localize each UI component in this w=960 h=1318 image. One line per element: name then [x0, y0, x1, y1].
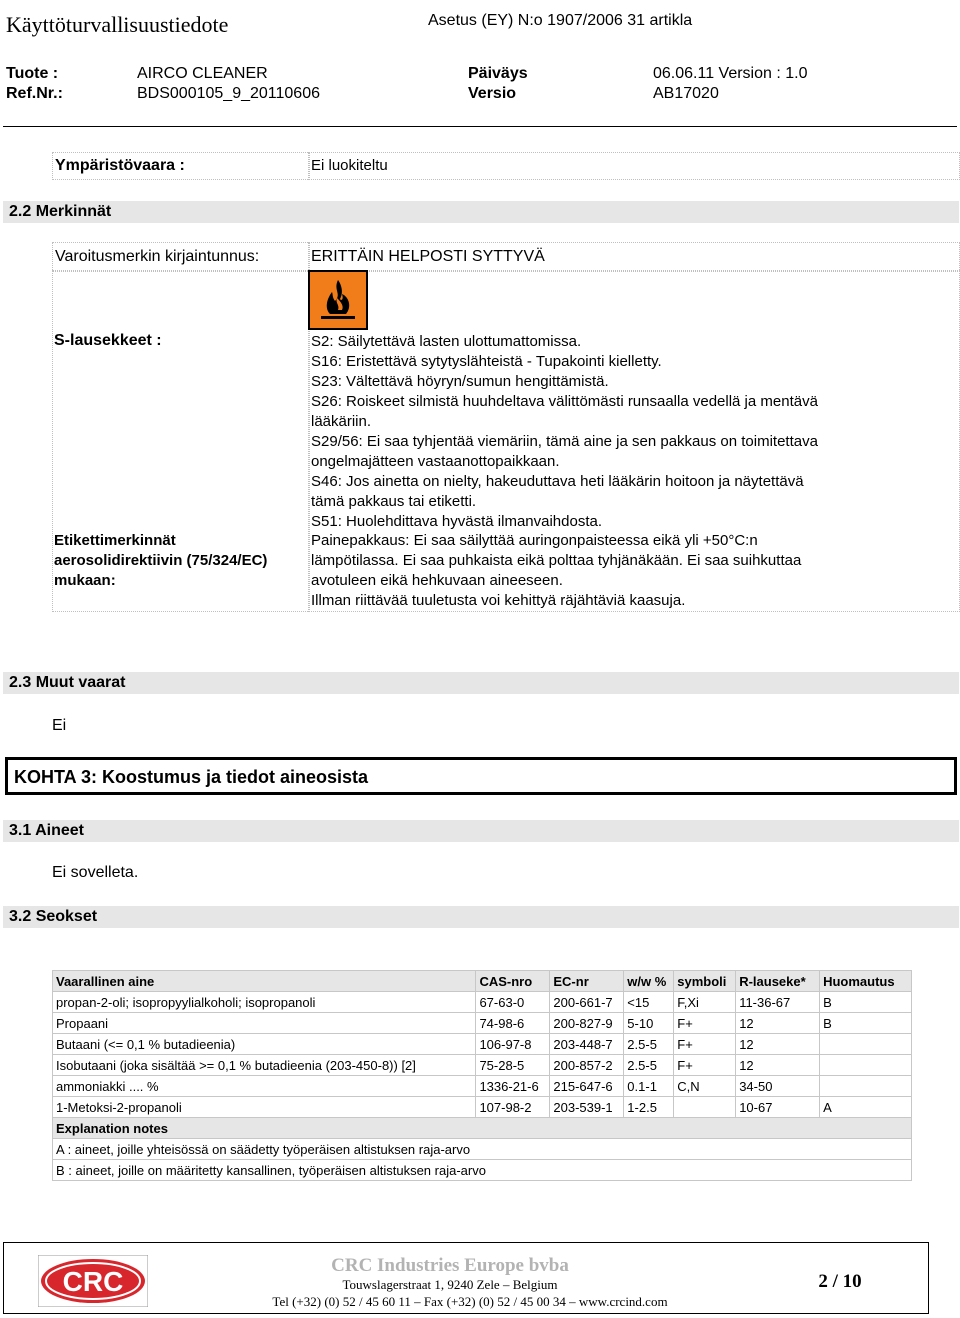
table-cell: [820, 1034, 912, 1055]
table-cell: F+: [674, 1055, 736, 1076]
table-row: [53, 992, 912, 1013]
table-cell: 203-448-7: [550, 1034, 624, 1055]
table-cell: 1336-21-6: [476, 1076, 550, 1097]
s-phrase-line: ongelmajätteen vastaanottopaikkaan.: [311, 453, 560, 470]
table-cell: [820, 1055, 912, 1076]
aerosol-line: Illman riittävää tuuletusta voi kehittyä räjähtäviä kaasuja.: [311, 592, 686, 609]
env-label-cell: [52, 152, 310, 180]
s-phrases-list: [311, 332, 951, 532]
date-value: 06.06.11 Version : 1.0: [653, 65, 808, 82]
table-row: [53, 1034, 912, 1055]
document-title: Käyttöturvallisuustiedote: [6, 12, 229, 37]
table-cell: [820, 1076, 912, 1097]
s-phrase-line: S51: Huolehdittava hyvästä ilmanvaihdosta.: [311, 513, 603, 530]
version-label: Versio: [468, 85, 517, 102]
signal-label-cell: [52, 242, 310, 272]
table-cell: 200-857-2: [550, 1055, 624, 1076]
table-cell: 203-539-1: [550, 1097, 624, 1118]
table-cell: Butaani (<= 0,1 % butadieenia): [53, 1034, 476, 1055]
s-phrase-line: S46: Jos ainetta on nielty, hakeuduttava heti lääkärin hoitoon ja näytettävä: [311, 473, 804, 490]
table-cell: 5-10: [624, 1013, 674, 1034]
section-3-title: KOHTA 3: Koostumus ja tiedot aineosista: [5, 757, 957, 795]
flame-icon: [308, 270, 368, 330]
note-text: B : aineet, joille on määritetty kansallinen, työperäisen altistuksen raja-arvo: [53, 1160, 912, 1181]
page-number: 2 / 10: [818, 1271, 862, 1292]
section-3-1-heading: 3.1 Aineet: [3, 820, 959, 842]
table-cell: 12: [736, 1013, 820, 1034]
table-cell: B: [820, 1013, 912, 1034]
s-phrase-line: S2: Säilytettävä lasten ulottumattomissa.: [311, 333, 582, 350]
table-row: [53, 1055, 912, 1076]
notes-heading: Explanation notes: [53, 1118, 912, 1139]
table-cell: <15: [624, 992, 674, 1013]
table-header-row: [53, 971, 912, 992]
table-cell: 11-36-67: [736, 992, 820, 1013]
aerosol-line: Painepakkaus: Ei saa säilyttää auringonpaisteessa eikä yli +50°C:n: [311, 532, 758, 549]
ref-value: BDS000105_9_20110606: [137, 85, 320, 102]
section-3-2-heading: 3.2 Seokset: [3, 906, 959, 928]
notes-row: [53, 1160, 912, 1181]
product-label: Tuote :: [6, 65, 59, 82]
table-cell: 0.1-1: [624, 1076, 674, 1097]
crc-logo-icon: [38, 1255, 148, 1307]
table-cell: 74-98-6: [476, 1013, 550, 1034]
notes-row: [53, 1139, 912, 1160]
table-cell: 10-67: [736, 1097, 820, 1118]
table-cell: B: [820, 992, 912, 1013]
mixture-table: [52, 970, 912, 1181]
s-phrase-line: lääkäriin.: [311, 413, 372, 430]
section-2-2-heading: 2.2 Merkinnät: [3, 201, 959, 223]
aerosol-text: [311, 531, 951, 611]
table-row: [53, 1013, 912, 1034]
aerosol-line: lämpötilassa. Ei saa puhkaista eikä polttaa tyhjänäkään. Ei saa suihkuttaa: [311, 552, 802, 569]
aerosol-label-line: aerosolidirektiivin (75/324/EC): [54, 552, 268, 569]
column-header: R-lauseke*: [736, 971, 820, 992]
table-cell: 2.5-5: [624, 1034, 674, 1055]
table-cell: 106-97-8: [476, 1034, 550, 1055]
crc-logo: [38, 1255, 148, 1307]
table-cell: 12: [736, 1055, 820, 1076]
env-value: Ei luokiteltu: [311, 157, 388, 174]
s-phrase-line: tämä pakkaus tai etiketti.: [311, 493, 477, 510]
aerosol-line: avotuleen eikä hehkuvaan aineeseen.: [311, 572, 563, 589]
date-label: Päiväys: [468, 65, 528, 82]
table-cell: 75-28-5: [476, 1055, 550, 1076]
column-header: Huomautus: [820, 971, 912, 992]
table-cell: 200-661-7: [550, 992, 624, 1013]
company-name: CRC Industries Europe bvba: [331, 1255, 569, 1276]
ref-label: Ref.Nr.:: [6, 85, 63, 102]
other-hazards-value: Ei: [52, 717, 67, 734]
table-cell: F+: [674, 1034, 736, 1055]
signal-label: Varoitusmerkin kirjaintunnus:: [55, 248, 260, 265]
table-cell: F+: [674, 1013, 736, 1034]
table-cell: F,Xi: [674, 992, 736, 1013]
table-cell: Propaani: [53, 1013, 476, 1034]
s-phrase-line: S29/56: Ei saa tyhjentää viemäriin, tämä aine ja sen pakkaus on toimitettava: [311, 433, 818, 450]
table-cell: [674, 1097, 736, 1118]
table-cell: A: [820, 1097, 912, 1118]
table-row: [53, 1076, 912, 1097]
table-cell: C,N: [674, 1076, 736, 1097]
company-contact: Tel (+32) (0) 52 / 45 60 11 – Fax (+32) (0) 52 / 45 00 34 – www.crcind.com: [272, 1294, 668, 1309]
table-cell: 1-2.5: [624, 1097, 674, 1118]
table-cell: 215-647-6: [550, 1076, 624, 1097]
notes-header-row: [53, 1118, 912, 1139]
column-header: symboli: [674, 971, 736, 992]
s-phrase-line: S16: Eristettävä sytytyslähteistä - Tupakointi kielletty.: [311, 353, 662, 370]
signal-value: ERITTÄIN HELPOSTI SYTTYVÄ: [311, 248, 545, 265]
table-cell: 1-Metoksi-2-propanoli: [53, 1097, 476, 1118]
column-header: EC-nr: [550, 971, 624, 992]
regulation-reference: Asetus (EY) N:o 1907/2006 31 artikla: [428, 12, 693, 29]
product-value: AIRCO CLEANER: [137, 65, 268, 82]
table-cell: 107-98-2: [476, 1097, 550, 1118]
substances-value: Ei sovelleta.: [52, 864, 139, 881]
table-cell: 12: [736, 1034, 820, 1055]
table-cell: 200-827-9: [550, 1013, 624, 1034]
table-cell: Isobutaani (joka sisältää >= 0,1 % butadieenia (203-450-8)) [2]: [53, 1055, 476, 1076]
table-cell: 34-50: [736, 1076, 820, 1097]
env-label: Ympäristövaara :: [55, 157, 185, 174]
table-cell: 2.5-5: [624, 1055, 674, 1076]
env-value-cell: [308, 152, 960, 180]
svg-text:CRC: CRC: [62, 1266, 124, 1297]
s-phrases-label: S-lausekkeet :: [54, 332, 162, 349]
note-text: A : aineet, joille yhteisössä on säädetty työperäisen altistuksen raja-arvo: [53, 1139, 912, 1160]
aerosol-label-line: Etikettimerkinnät: [54, 532, 176, 549]
aerosol-label: [54, 531, 267, 591]
column-header: CAS-nro: [476, 971, 550, 992]
section-2-3-heading: 2.3 Muut vaarat: [3, 672, 959, 694]
column-header: w/w %: [624, 971, 674, 992]
table-cell: propan-2-oli; isopropyylialkoholi; isopropanoli: [53, 992, 476, 1013]
s-phrase-line: S26: Roiskeet silmistä huuhdeltava välittömästi runsaalla vedellä ja mentävä: [311, 393, 818, 410]
column-header: Vaarallinen aine: [53, 971, 476, 992]
company-address: Touwslagerstraat 1, 9240 Zele – Belgium: [342, 1277, 558, 1292]
version-value: AB17020: [653, 85, 719, 102]
signal-value-cell: [308, 242, 960, 272]
header-divider: [3, 126, 957, 127]
table-cell: 67-63-0: [476, 992, 550, 1013]
table-cell: ammoniakki .... %: [53, 1076, 476, 1097]
s-phrase-line: S23: Vältettävä höyryn/sumun hengittämistä.: [311, 373, 609, 390]
aerosol-label-line: mukaan:: [54, 572, 116, 589]
table-row: [53, 1097, 912, 1118]
